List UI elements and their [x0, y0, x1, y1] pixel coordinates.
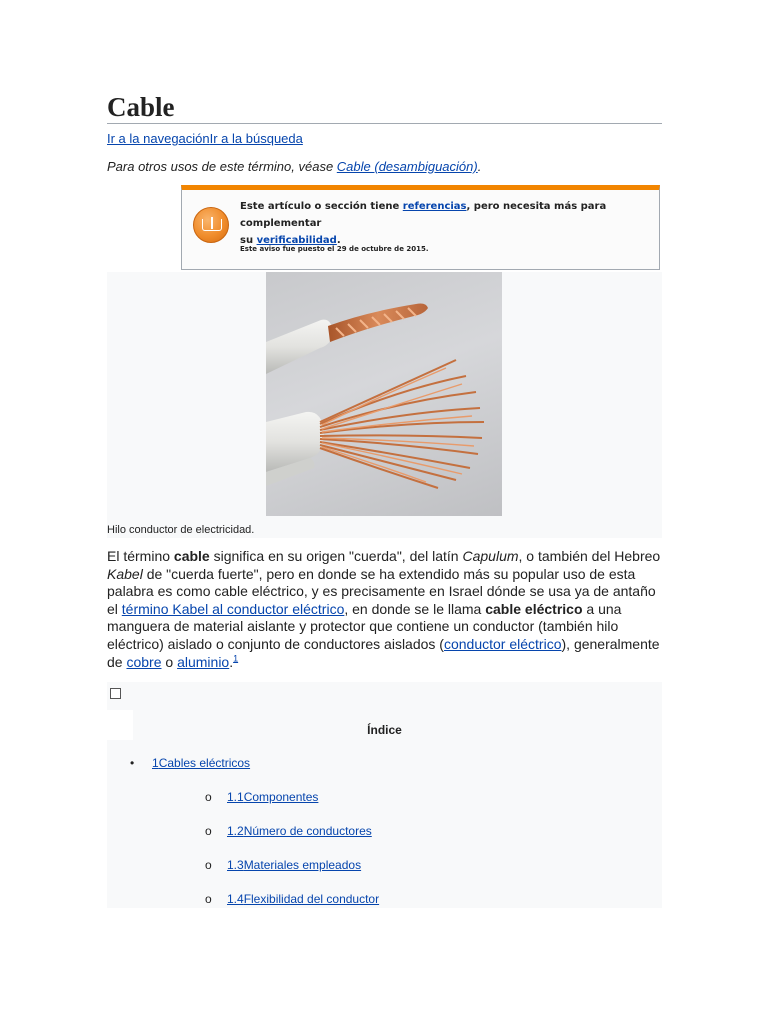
figure-caption: Hilo conductor de electricidad. [107, 524, 255, 536]
toc-item-numero-conductores[interactable] [205, 824, 372, 838]
toc-link-1-2: 1.2Número de conductores [227, 824, 372, 838]
toc-item-componentes[interactable] [205, 790, 319, 804]
toc-toggle-checkbox[interactable] [110, 688, 121, 699]
toc-link-1: 1Cables eléctricos [152, 756, 251, 770]
electrical-conductor-link[interactable]: conductor eléctrico [443, 635, 562, 652]
jump-to-search-link[interactable]: Ir a la búsqueda [209, 131, 303, 146]
toc-bullet: o [205, 790, 212, 804]
toc-item-flexibilidad-conductor[interactable] [205, 892, 380, 906]
toc-bullet: o [205, 858, 212, 872]
aluminum-link[interactable]: aluminio [177, 653, 230, 670]
table-of-contents [107, 682, 662, 908]
jump-links [107, 131, 303, 147]
page-title: Cable [107, 92, 662, 124]
verifiability-link[interactable]: verificabilidad [256, 235, 337, 246]
hatnote: Para otros usos de este término, véase Cable (desambiguación). [107, 159, 482, 174]
references-link[interactable]: referencias [402, 201, 467, 212]
intro-paragraph: El término cable significa en su origen "cuerda", del latín Capulum, o también del Hebreo Kabel de "cuerda fuerte", pero en donde se ha extendido más su popular uso de esta palabra es como cable eléctrico, y es precisamente en Israel dónde se usa ya de antaño el término Kabel al conductor eléctrico, en donde se le llama cable eléctrico a una manguera de material aislante y protector que contiene un conductor (también hilo eléctrico) aislado o conjunto de conductores aislados (conductor eléctrico), generalmente de cobre o aluminio.$^1$ [107, 548, 661, 670]
reference-1-link[interactable]: 1 [233, 652, 239, 663]
toc-link-1-3: 1.3Materiales empleados [227, 858, 362, 872]
book-icon [193, 207, 229, 243]
toc-link-1-1: 1.1Componentes [227, 790, 319, 804]
cable-photo[interactable] [266, 272, 502, 516]
disambiguation-link[interactable]: Cable (desambiguación) [336, 159, 478, 174]
notice-date: Este aviso fue puesto el 29 de octubre de 2015. [240, 245, 429, 253]
references-notice [181, 185, 660, 270]
toc-bullet: o [205, 892, 212, 906]
toc-link-1-4: 1.4Flexibilidad del conductor [227, 892, 380, 906]
toc-item-materiales-empleados[interactable] [205, 858, 362, 872]
notice-message: Este artículo o sección tiene referencias, pero necesita más para complementar su verificabilidad. [240, 201, 607, 246]
figure [107, 272, 662, 538]
toc-bullet: o [205, 824, 212, 838]
toc-item-cables-electricos[interactable] [130, 756, 251, 770]
jump-to-navigation-link[interactable]: Ir a la navegación [107, 131, 210, 146]
toc-title: Índice [367, 723, 402, 737]
copper-link[interactable]: cobre [126, 653, 162, 670]
toc-bullet: • [130, 756, 135, 770]
kabel-term-link[interactable]: término Kabel al conductor eléctrico [121, 600, 345, 617]
